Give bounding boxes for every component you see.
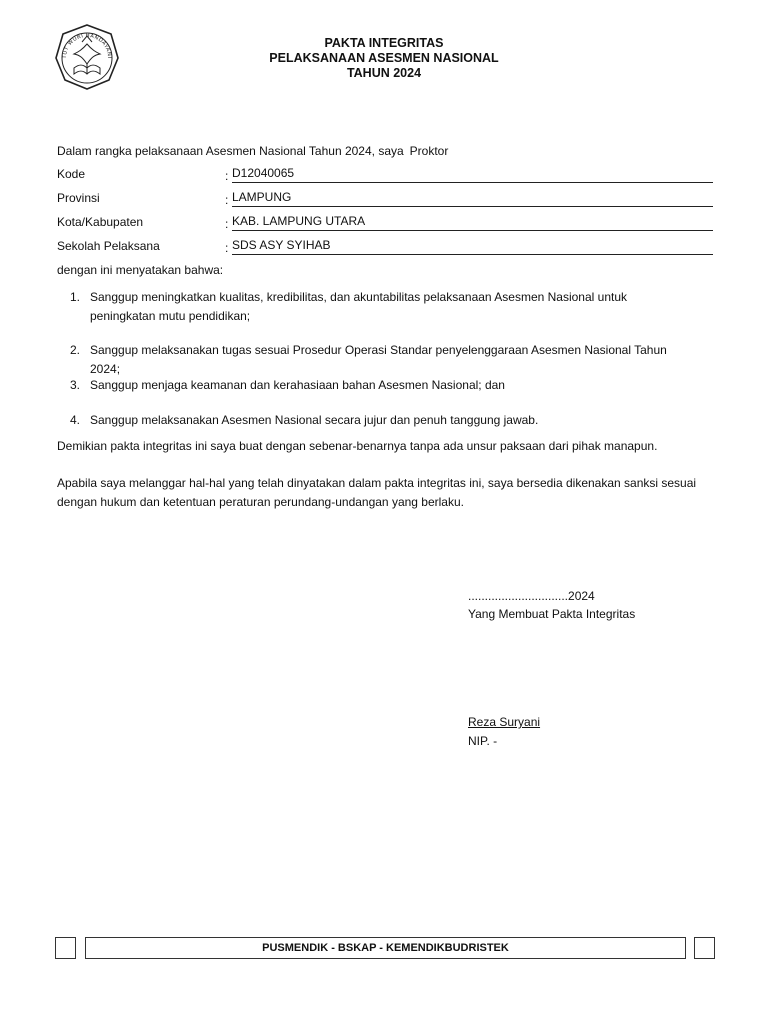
field-kode xyxy=(57,167,713,185)
logo-motto: TUT WURI HANDAYANI xyxy=(61,32,113,59)
signer-name: Reza Suryani xyxy=(468,715,541,729)
list-item-number: 1. xyxy=(70,290,81,304)
field-value-line xyxy=(232,191,713,207)
list-item-text: Sanggup melaksanakan Asesmen Nasional secara jujur dan penuh tanggung jawab. xyxy=(90,413,539,427)
list-item-number: 4. xyxy=(70,413,81,427)
field-kota-kabupaten xyxy=(57,215,713,233)
field-value: SDS ASY SYIHAB xyxy=(232,238,331,252)
field-colon: : xyxy=(225,193,229,207)
title-line-1: PAKTA INTEGRITAS xyxy=(324,36,444,50)
field-value: D12040065 xyxy=(232,166,295,180)
list-item-text: Sanggup menjaga keamanan dan kerahasiaan bahan Asesmen Nasional; dan xyxy=(90,378,505,392)
document-title xyxy=(0,36,768,81)
field-label: Kode xyxy=(57,167,86,181)
footer-right-box xyxy=(694,937,715,959)
closing-paragraph-2: Apabila saya melanggar hal-hal yang telah dinyatakan dalam pakta integritas ini, saya bersedia dikenakan sanksi sesuai dengan hukum dan ketentuan peraturan perundang-undangan yang berlaku. xyxy=(57,476,697,509)
field-value: KAB. LAMPUNG UTARA xyxy=(232,214,366,228)
field-provinsi xyxy=(57,191,713,209)
field-sekolah-pelaksana xyxy=(57,239,713,257)
field-label: Kota/Kabupaten xyxy=(57,215,144,229)
field-value-line xyxy=(232,239,713,255)
list-item-text: Sanggup melaksanakan tugas sesuai Prosedur Operasi Standar penyelenggaraan Asesmen Nasional Tahun 2024; xyxy=(90,343,667,376)
signature-date: ..............................2024 xyxy=(468,589,595,603)
statement-intro: dengan ini menyatakan bahwa: xyxy=(57,263,224,277)
field-colon: : xyxy=(225,169,229,183)
field-colon: : xyxy=(225,241,229,255)
footer-left-box xyxy=(55,937,76,959)
field-label: Sekolah Pelaksana xyxy=(57,239,160,253)
field-value-line xyxy=(232,215,713,231)
signer-nip: NIP. - xyxy=(468,734,498,748)
title-line-2: PELAKSANAAN ASESMEN NASIONAL xyxy=(269,51,499,65)
field-value: LAMPUNG xyxy=(232,190,292,204)
field-value-line xyxy=(232,167,713,183)
title-line-3: TAHUN 2024 xyxy=(346,66,422,80)
intro-sentence xyxy=(57,144,448,158)
list-item-number: 3. xyxy=(70,378,81,392)
intro-role: Proktor xyxy=(409,144,449,158)
field-colon: : xyxy=(225,217,229,231)
closing-paragraph-1: Demikian pakta integritas ini saya buat dengan sebenar-benarnya tanpa ada unsur paksaan dari pihak manapun. xyxy=(57,439,658,453)
list-item-text: Sanggup meningkatkan kualitas, kredibilitas, dan akuntabilitas pelaksanaan Asesmen Nasional untuk peningkatan mutu pendidikan; xyxy=(90,290,628,323)
signature-caption: Yang Membuat Pakta Integritas xyxy=(468,607,636,621)
field-label: Provinsi xyxy=(57,191,100,205)
list-item-number: 2. xyxy=(70,343,81,357)
intro-text: Dalam rangka pelaksanaan Asesmen Nasional Tahun 2024, saya xyxy=(57,144,404,158)
footer-banner: PUSMENDIK - BSKAP - KEMENDIKBUDRISTEK xyxy=(85,937,686,959)
